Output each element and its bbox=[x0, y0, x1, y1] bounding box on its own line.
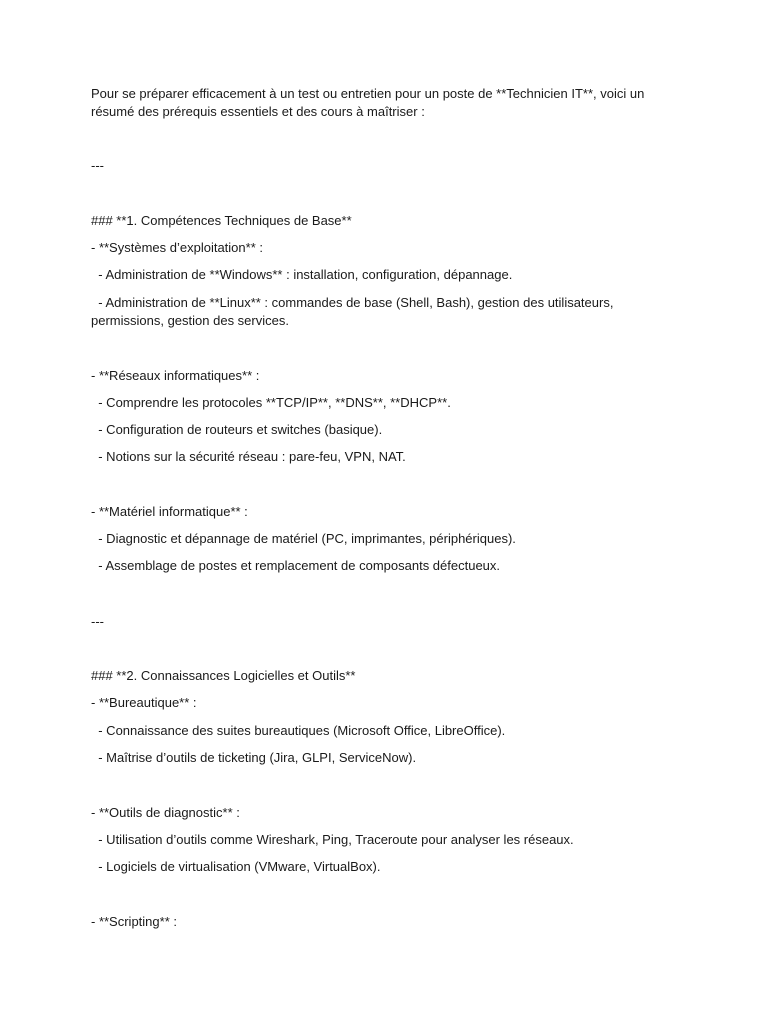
section-heading: ### **2. Connaissances Logicielles et Outils** bbox=[91, 668, 356, 683]
list-item: - Connaissance des suites bureautiques (Microsoft Office, LibreOffice). bbox=[91, 723, 506, 738]
intro-paragraph: Pour se préparer efficacement à un test ou entretien pour un poste de **Technicien IT**, voici un résumé des prérequis essentiels et des cours à maîtriser : bbox=[91, 86, 648, 119]
separator: --- bbox=[91, 614, 104, 629]
list-item: - Administration de **Linux** : commandes de base (Shell, Bash), gestion des utilisateurs, permissions, gestion des services. bbox=[91, 295, 618, 328]
list-title-network: - **Réseaux informatiques** : bbox=[91, 368, 260, 383]
separator: --- bbox=[91, 158, 104, 173]
list-title-os: - **Systèmes d’exploitation** : bbox=[91, 240, 263, 255]
list-title-scripting: - **Scripting** : bbox=[91, 914, 177, 929]
list-item: - Utilisation d’outils comme Wireshark, Ping, Traceroute pour analyser les réseaux. bbox=[91, 832, 574, 847]
list-title-diagnostic: - **Outils de diagnostic** : bbox=[91, 805, 240, 820]
list-item: - Administration de **Windows** : installation, configuration, dépannage. bbox=[91, 267, 513, 282]
list-item: - Diagnostic et dépannage de matériel (PC, imprimantes, périphériques). bbox=[91, 531, 516, 546]
list-item: - Comprendre les protocoles **TCP/IP**, **DNS**, **DHCP**. bbox=[91, 395, 451, 410]
list-item: - Logiciels de virtualisation (VMware, VirtualBox). bbox=[91, 859, 381, 874]
list-item: - Configuration de routeurs et switches (basique). bbox=[91, 422, 383, 437]
list-title-hardware: - **Matériel informatique** : bbox=[91, 504, 248, 519]
list-item: - Maîtrise d’outils de ticketing (Jira, GLPI, ServiceNow). bbox=[91, 750, 417, 765]
list-item: - Assemblage de postes et remplacement de composants défectueux. bbox=[91, 558, 501, 573]
list-item: - Notions sur la sécurité réseau : pare-feu, VPN, NAT. bbox=[91, 449, 406, 464]
list-title-office: - **Bureautique** : bbox=[91, 695, 197, 710]
section-heading: ### **1. Compétences Techniques de Base** bbox=[91, 213, 352, 228]
